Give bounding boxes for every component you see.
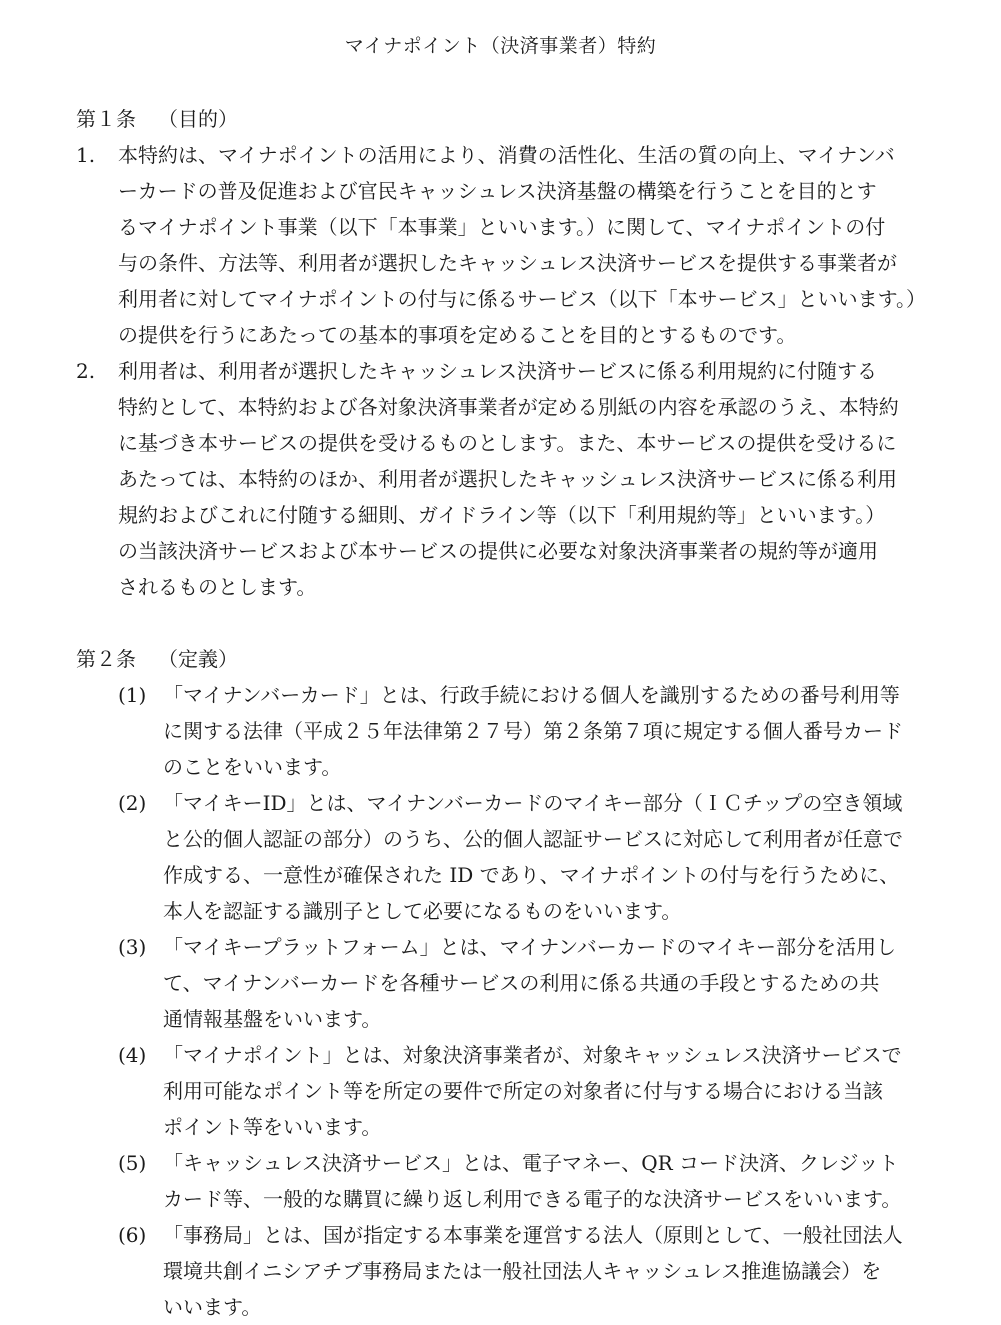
clause-line: 利用者は、利用者が選択したキャッシュレス決済サービスに係る利用規約に付随する xyxy=(118,359,877,383)
definition-line: に関する法律（平成２５年法律第２７号）第２条第７項に規定する個人番号カード xyxy=(163,719,903,743)
clause-line: 本特約は、マイナポイントの活用により、消費の活性化、生活の質の向上、マイナンバ xyxy=(118,143,895,167)
clause-line: に基づき本サービスの提供を受けるものとします。また、本サービスの提供を受けるに xyxy=(118,431,897,455)
definition-number: (3) xyxy=(118,935,147,959)
definition-number: (4) xyxy=(118,1043,147,1067)
clause-line: 利用者に対してマイナポイントの付与に係るサービス（以下「本サービス」といいます。） xyxy=(118,287,926,311)
clause-line: あたっては、本特約のほか、利用者が選択したキャッシュレス決済サービスに係る利用 xyxy=(118,467,897,491)
definition-line: 「マイナポイント」とは、対象決済事業者が、対象キャッシュレス決済サービスで xyxy=(163,1043,902,1067)
definition-line: 「マイキープラットフォーム」とは、マイナンバーカードのマイキー部分を活用し xyxy=(163,935,896,959)
article-1-title: （目的） xyxy=(158,107,238,131)
article-2-heading xyxy=(76,644,238,674)
definition-line: 「キャッシュレス決済サービス」とは、電子マネー、QR コード決済、クレジット xyxy=(163,1151,899,1175)
clause-line: 与の条件、方法等、利用者が選択したキャッシュレス決済サービスを提供する事業者が xyxy=(118,251,897,275)
article-1-number: 第１条 xyxy=(76,107,136,131)
definition-line: ポイント等をいいます。 xyxy=(163,1115,382,1139)
definition-line: 「事務局」とは、国が指定する本事業を運営する法人（原則として、一般社団法人 xyxy=(163,1223,903,1247)
definition-line: 通情報基盤をいいます。 xyxy=(163,1007,382,1031)
clause-number: 2. xyxy=(76,359,96,383)
article-2-title: （定義） xyxy=(158,647,238,671)
definition-line: 環境共創イニシアチブ事務局または一般社団法人キャッシュレス推進協議会）を xyxy=(163,1259,882,1283)
clause-line: 規約およびこれに付随する細則、ガイドライン等（以下「利用規約等」といいます。） xyxy=(118,503,886,527)
definition-line: カード等、一般的な購買に繰り返し利用できる電子的な決済サービスをいいます。 xyxy=(163,1187,902,1211)
clause-line: の当該決済サービスおよび本サービスの提供に必要な対象決済事業者の規約等が適用 xyxy=(118,539,878,563)
definition-line: 「マイナンバーカード」とは、行政手続における個人を識別するための番号利用等 xyxy=(163,683,900,707)
definition-number: (6) xyxy=(118,1223,147,1247)
clause-line: されるものとします。 xyxy=(118,575,317,599)
article-1-heading xyxy=(76,104,238,134)
definition-line: 作成する、一意性が確保された ID であり、マイナポイントの付与を行うために、 xyxy=(163,863,900,887)
definition-line: 「マイキーID」とは、マイナンバーカードのマイキー部分（ＩＣチップの空き領域 xyxy=(163,791,903,815)
definition-number: (5) xyxy=(118,1151,147,1175)
definition-line: と公的個人認証の部分）のうち、公的個人認証サービスに対応して利用者が任意で xyxy=(163,827,903,851)
clause-line: るマイナポイント事業（以下「本事業」といいます。）に関して、マイナポイントの付 xyxy=(118,215,886,239)
definition-line: いいます。 xyxy=(163,1295,262,1319)
document-title: マイナポイント（決済事業者）特約 xyxy=(344,35,657,57)
definition-line: のことをいいます。 xyxy=(163,755,342,779)
clause-number: 1. xyxy=(76,143,96,167)
definition-line: て、マイナンバーカードを各種サービスの利用に係る共通の手段とするための共 xyxy=(163,971,880,995)
clause-line: 特約として、本特約および各対象決済事業者が定める別紙の内容を承認のうえ、本特約 xyxy=(118,395,899,419)
clause-line: ーカードの普及促進および官民キャッシュレス決済基盤の構築を行うことを目的とす xyxy=(118,179,877,203)
definition-line: 利用可能なポイント等を所定の要件で所定の対象者に付与する場合における当該 xyxy=(163,1079,883,1103)
clause-line: の提供を行うにあたっての基本的事項を定めることを目的とするものです。 xyxy=(118,323,797,347)
article-2-number: 第２条 xyxy=(76,647,136,671)
definition-line: 本人を認証する識別子として必要になるものをいいます。 xyxy=(163,899,682,923)
definition-number: (1) xyxy=(118,683,147,707)
definition-number: (2) xyxy=(118,791,147,815)
